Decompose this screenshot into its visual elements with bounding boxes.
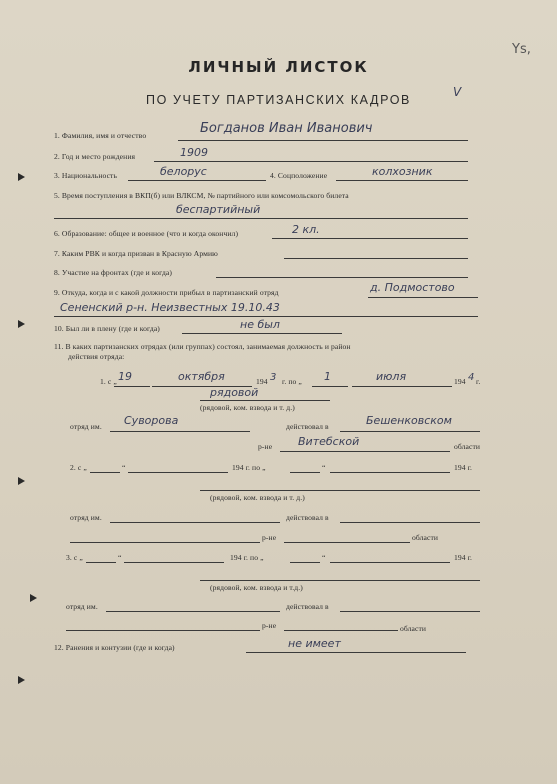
field-4-value: колхозник — [372, 165, 433, 178]
corner-mark: Ys, — [512, 42, 531, 57]
field-9-value-2: Сененский р-н. Неизвестных 19.10.43 — [60, 301, 280, 314]
period-2-to-label: 194 г. по „ — [232, 463, 266, 472]
field-2-line — [154, 161, 468, 162]
period-1-otryad-label: отряд им. — [70, 422, 102, 431]
period-2-position-hint: (рядовой, ком. взвода и т. д.) — [210, 493, 305, 502]
field-2-label: 2. Год и место рождения — [54, 152, 136, 161]
period-2-position-line — [200, 490, 480, 491]
field-1-label: 1. Фамилия, имя и отчество — [54, 131, 147, 140]
period-1-oblast-label: области — [454, 442, 481, 451]
period-1-month: октября — [178, 370, 225, 383]
period-3-raion-line-2 — [66, 630, 260, 631]
period-1-year: 3 — [270, 372, 277, 383]
period-1-raion-value: Бешенковском — [366, 414, 452, 427]
period-2-quote-2: “ — [322, 463, 326, 472]
period-2-month-line — [128, 472, 228, 473]
period-3-quote: “ — [118, 553, 122, 562]
field-10-label: 10. Был ли в плену (где и когда) — [54, 324, 160, 333]
period-2-end-month-line — [330, 472, 450, 473]
field-9-line-2 — [54, 316, 478, 317]
period-3-position-hint: (рядовой, ком. взвода и т.д.) — [210, 583, 303, 592]
field-3-label: 3. Национальность — [54, 171, 118, 180]
period-1-otryad-value: Суворова — [124, 414, 179, 427]
period-2-raion-line-2 — [70, 542, 260, 543]
tick-mark: V — [453, 85, 462, 99]
period-3-raion-line — [340, 611, 480, 612]
period-1-deistvoval-label: действовал в — [286, 422, 329, 431]
field-5-label: 5. Время поступления в ВКП(б) или ВЛКСМ, № партийного или комсомольского билета — [54, 191, 349, 200]
document-subtitle: ПО УЧЕТУ ПАРТИЗАНСКИХ КАДРОВ — [146, 93, 411, 107]
period-3-oblast-label: области — [400, 624, 427, 633]
period-2-otryad-label: отряд им. — [70, 513, 102, 522]
field-6-line — [272, 238, 468, 239]
period-3-end-month-line — [330, 562, 450, 563]
field-1-line — [178, 140, 468, 141]
period-1-end-month: июля — [376, 370, 407, 383]
period-2-raion-label: р-не — [262, 533, 277, 542]
period-2-raion-line — [340, 522, 480, 523]
field-12-label: 12. Ранения и контузии (где и когда) — [54, 643, 175, 652]
field-8-label: 8. Участие на фронтах (где и когда) — [54, 268, 173, 277]
field-5-value: беспартийный — [176, 203, 261, 216]
period-1-raion-label: р-не — [258, 442, 273, 451]
field-12-line — [246, 652, 466, 653]
period-3-otryad-line — [106, 611, 280, 612]
period-2-day-line — [90, 472, 120, 473]
period-1-oblast-line — [280, 451, 450, 452]
period-1-day: 19 — [118, 370, 132, 383]
field-3-value: белорус — [160, 165, 207, 178]
period-1-position-hint: (рядовой, ком. взвода и т. д.) — [200, 403, 295, 412]
punch-mark — [18, 173, 25, 181]
field-1-value: Богданов Иван Иванович — [200, 121, 373, 136]
field-3-line — [128, 180, 266, 181]
field-9-line — [368, 297, 478, 298]
period-1-position: рядовой — [210, 386, 259, 399]
period-3-month-line — [124, 562, 224, 563]
period-2-quote: “ — [122, 463, 126, 472]
period-2-oblast-label: области — [412, 533, 439, 542]
punch-mark — [18, 320, 25, 328]
document-title: ЛИЧНЫЙ ЛИСТОК — [188, 58, 369, 76]
field-7-line — [284, 258, 468, 259]
field-10-line — [182, 333, 342, 334]
period-3-from-label: 3. с „ — [66, 553, 83, 562]
period-3-oblast-line — [284, 630, 398, 631]
period-2-year-label: 194 г. — [454, 463, 473, 472]
period-3-otryad-label: отряд им. — [66, 602, 98, 611]
period-1-year-prefix: 194 — [256, 377, 268, 386]
period-2-end-day-line — [290, 472, 320, 473]
period-3-quote-2: “ — [322, 553, 326, 562]
punch-mark — [18, 477, 25, 485]
period-1-raion-line — [340, 431, 480, 432]
period-1-end-month-line — [352, 386, 452, 387]
period-1-end-year-prefix: 194 — [454, 377, 466, 386]
field-11-label: 11. В каких партизанских отрядах (или группах) состоял, занимаемая должность и район — [54, 342, 351, 351]
period-3-day-line — [86, 562, 116, 563]
period-1-day-line — [114, 386, 150, 387]
field-6-label: 6. Образование: общее и военное (что и когда окончил) — [54, 229, 239, 238]
field-9-value: д. Подмостово — [370, 281, 455, 294]
period-1-end-day: 1 — [324, 370, 331, 383]
punch-mark — [18, 676, 25, 684]
period-3-year-label: 194 г. — [454, 553, 473, 562]
period-2-oblast-line — [284, 542, 410, 543]
period-3-raion-label: р-не — [262, 621, 277, 630]
period-1-position-line — [200, 400, 330, 401]
field-11-label-2: действия отряда: — [68, 352, 125, 361]
field-4-line — [336, 180, 468, 181]
period-3-to-label: 194 г. по „ — [230, 553, 264, 562]
period-1-oblast-value: Витебской — [298, 435, 360, 448]
period-1-end-year: 4 — [468, 372, 475, 383]
field-7-label: 7. Каким РВК и когда призван в Красную Армию — [54, 249, 218, 258]
field-2-value: 1909 — [180, 146, 208, 159]
period-1-end-day-line — [312, 386, 348, 387]
period-1-year-suffix: г. — [476, 377, 481, 386]
period-1-from-label: 1. с „ — [100, 377, 117, 386]
field-4-label: 4. Соцположение — [270, 171, 328, 180]
period-3-end-day-line — [290, 562, 320, 563]
period-1-otryad-line — [110, 431, 250, 432]
period-1-to-label: г. по „ — [282, 377, 302, 386]
field-10-value: не был — [240, 318, 280, 331]
field-5-line — [54, 218, 468, 219]
period-2-deistvoval-label: действовал в — [286, 513, 329, 522]
period-2-from-label: 2. с „ — [70, 463, 87, 472]
period-2-otryad-line — [110, 522, 280, 523]
period-3-position-line — [200, 580, 480, 581]
field-6-value: 2 кл. — [292, 223, 320, 236]
field-9-label: 9. Откуда, когда и с какой должности прибыл в партизанский отряд — [54, 288, 279, 297]
field-12-value: не имеет — [288, 637, 341, 650]
punch-mark — [30, 594, 37, 602]
period-3-deistvoval-label: действовал в — [286, 602, 329, 611]
field-8-line — [216, 277, 468, 278]
